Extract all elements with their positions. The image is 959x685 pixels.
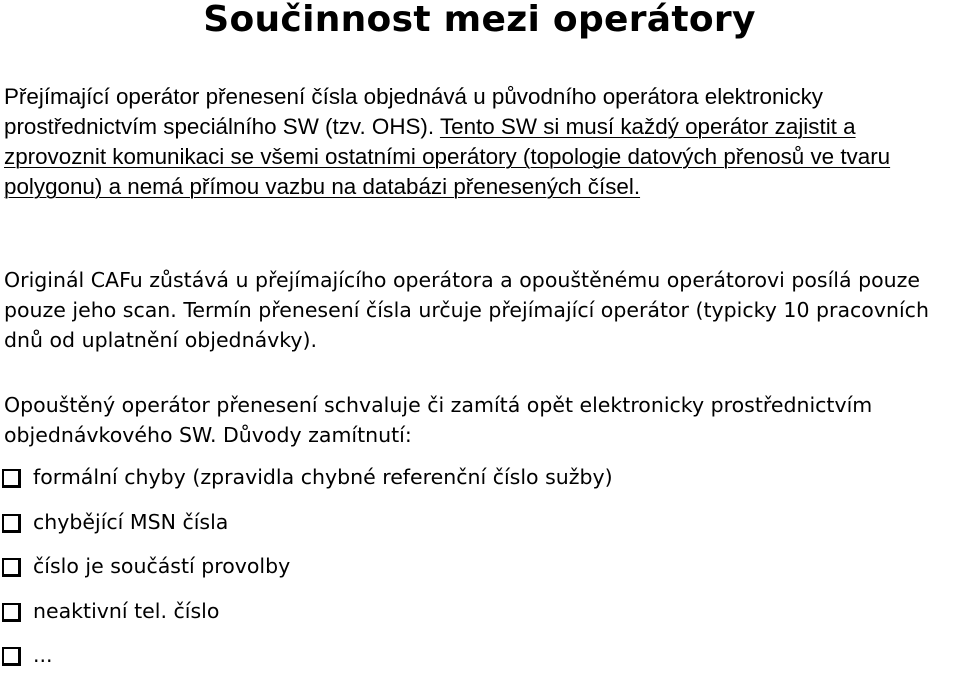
checkbox-bullet-icon [2, 647, 21, 666]
list-item [2, 596, 613, 641]
paragraph-cafu-original: Originál CAFu zůstává u přejímajícího operátora a opouštěnému operátorovi posílá pouze pouze jeho scan. Termín přenesení čísla určuje přejímající operátor (typicky 10 pracovních dnů od uplatnění objednávky). [4, 268, 929, 352]
paragraph-ohs-ordering [4, 82, 954, 202]
rejection-reasons-list [2, 462, 613, 685]
list-item [2, 551, 613, 596]
list-item-text: ... [33, 643, 53, 667]
list-item [2, 640, 613, 685]
checkbox-bullet-icon [2, 558, 21, 577]
paragraph-approval: Opouštěný operátor přenesení schvaluje či zamítá opět elektronicky prostřednictvím objednávkového SW. Důvody zamítnutí: [4, 393, 873, 447]
checkbox-bullet-icon [2, 603, 21, 622]
list-item [2, 462, 613, 507]
page-title: Součinnost mezi operátory [203, 0, 756, 40]
list-item-text: chybějící MSN čísla [33, 509, 229, 534]
paragraph-ohs-underlined-text: Tento SW si musí každý operátor zajistit a zprovoznit komunikaci se všemi ostatními operátory (topologie datových přenosů ve tvaru polygonu) a nemá přímou vazbu na databázi přenesených čísel. [4, 114, 891, 199]
paragraph-ohs-plain-text: Přejímající operátor přenesení čísla objednává u původního operátora elektronicky prostřednictvím speciálního SW (tzv. OHS). [4, 84, 823, 139]
list-item-text: neaktivní tel. číslo [33, 598, 220, 623]
checkbox-bullet-icon [2, 469, 21, 488]
checkbox-bullet-icon [2, 514, 21, 533]
list-item-text: formální chyby (zpravidla chybné referenční číslo sužby) [33, 465, 613, 489]
list-item [2, 507, 613, 552]
list-item-text: číslo je součástí provolby [33, 554, 291, 578]
